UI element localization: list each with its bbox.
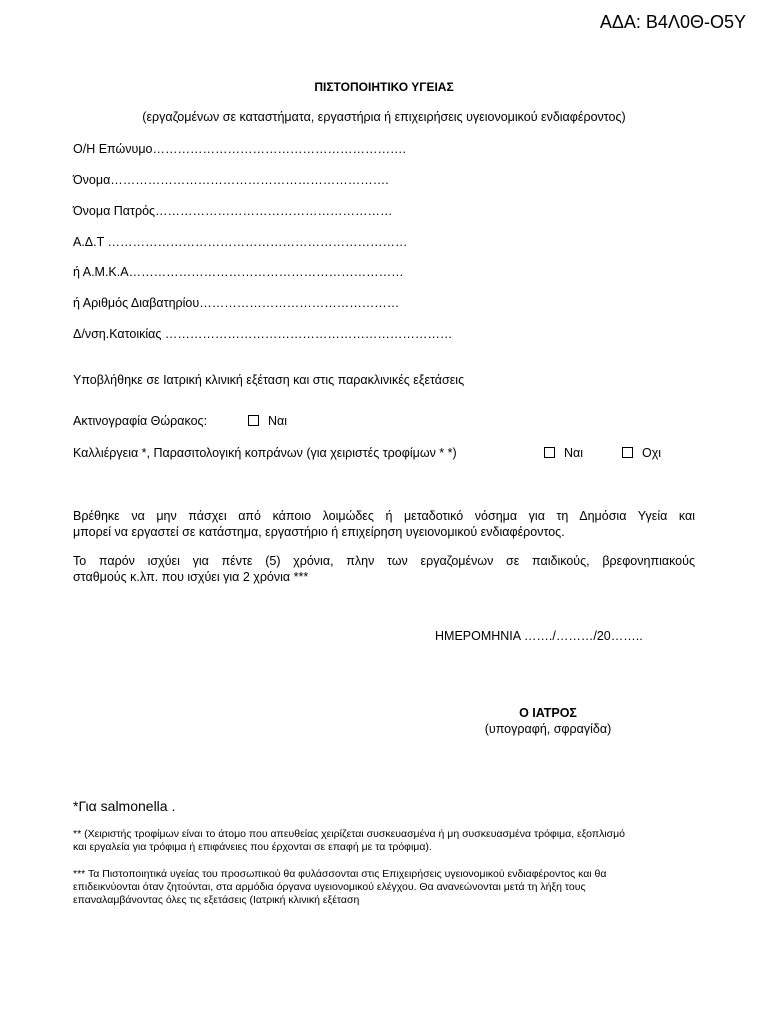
culture-yes-checkbox[interactable] [544,447,555,458]
culture-option-yes[interactable] [544,446,583,460]
doctor-title: Ο ΙΑΤΡΟΣ [519,706,577,720]
finding-line-1: Βρέθηκε να μην πάσχει από κάποιο λοιμώδες ή μεταδοτικό νόσημα για τη Δημόσια Υγεία και [73,509,695,523]
field-name: Όνομα…………………………………………………………. [73,173,389,187]
xray-label: Ακτινογραφία Θώρακος: [73,414,208,428]
culture-no-label: Οχι [642,446,662,460]
footnote-certificates-line-2: επιδεικνύονται όταν ζητούνται, στα αρμόδια όργανα υγειονομικού ελέγχου. Θα ανανεώνονται μετά τη λήξη τους [73,881,586,893]
doctor-signature-label: (υπογραφή, σφραγίδα) [484,722,612,736]
field-father-name: Όνομα Πατρός………………………………………………… [73,204,393,218]
validity-line-1: Το παρόν ισχύει για πέντε (5) χρόνια, πλην των εργαζομένων σε παιδικούς, βρεφονηπιακούς [73,554,695,568]
finding-line-2: μπορεί να εργαστεί σε κατάστημα, εργαστήριο ή επιχείρηση υγειονομικού ενδιαφέροντος. [73,525,565,539]
ada-code: ΑΔΑ: Β4Λ0Θ-Ο5Υ [599,12,746,32]
culture-yes-label: Ναι [564,446,584,460]
salmonella-note: *Για salmonella . [73,798,176,814]
footnote-certificates-line-3: επαναλαμβάνοντας όλες τις εξετάσεις (Ιατρική κλινική εξέταση [73,894,360,906]
exam-statement: Υποβλήθηκε σε Ιατρική κλινική εξέταση και στις παρακλινικές εξετάσεις [73,373,465,387]
footnote-certificates-line-1: *** Τα Πιστοποιητικά υγείας του προσωπικού θα φυλάσσονται στις Επιχειρήσεις υγειονομικού ενδιαφέροντος και θα [73,868,607,880]
validity-line-2: σταθμούς κ.λπ. που ισχύει για 2 χρόνια *** [73,570,309,584]
xray-yes-checkbox[interactable] [248,415,259,426]
field-surname: Ο/Η Επώνυμο……………………………………………………. [73,142,406,156]
date-line: ΗΜΕΡΟΜΗΝΙΑ ……./………/20…….. [435,629,643,643]
culture-option-no[interactable] [622,446,661,460]
footnote-food-handler-line-2: και εργαλεία για τρόφιμα ή επιφάνειες που έρχονται σε επαφή με τα τρόφιμα). [73,841,432,853]
xray-option-yes[interactable] [248,414,287,428]
validity-paragraph [73,553,695,585]
culture-label: Καλλιέργεια *, Παρασιτολογική κοπράνων (για χειριστές τροφίμων * *) [73,446,457,460]
field-id-number: Α.Δ.Τ ……………………………………………………………… [73,235,408,249]
xray-yes-label: Ναι [268,414,288,428]
field-passport: ή Αριθμός Διαβατηρίου………………………………………… [73,296,400,310]
field-address: Δ/νση.Κατοικίας …………………………………………………………… [73,327,453,341]
field-amka: ή Α.Μ.Κ.Α………………………………………………………… [73,265,404,279]
culture-no-checkbox[interactable] [622,447,633,458]
document-subtitle: (εργαζομένων σε καταστήματα, εργαστήρια ή επιχειρήσεις υγειονομικού ενδιαφέροντος) [142,110,626,124]
document-title: ΠΙΣΤΟΠΟΙΗΤΙΚΟ ΥΓΕΙΑΣ [314,80,454,94]
footnote-food-handler-line-1: ** (Χειριστής τροφίμων είναι το άτομο που απευθείας χειρίζεται συσκευασμένα ή μη συσκευασμένα τρόφιμα, εξοπλισμό [73,828,626,840]
footnote-certificates [73,868,713,907]
finding-paragraph [73,508,695,540]
footnote-food-handler [73,828,713,854]
